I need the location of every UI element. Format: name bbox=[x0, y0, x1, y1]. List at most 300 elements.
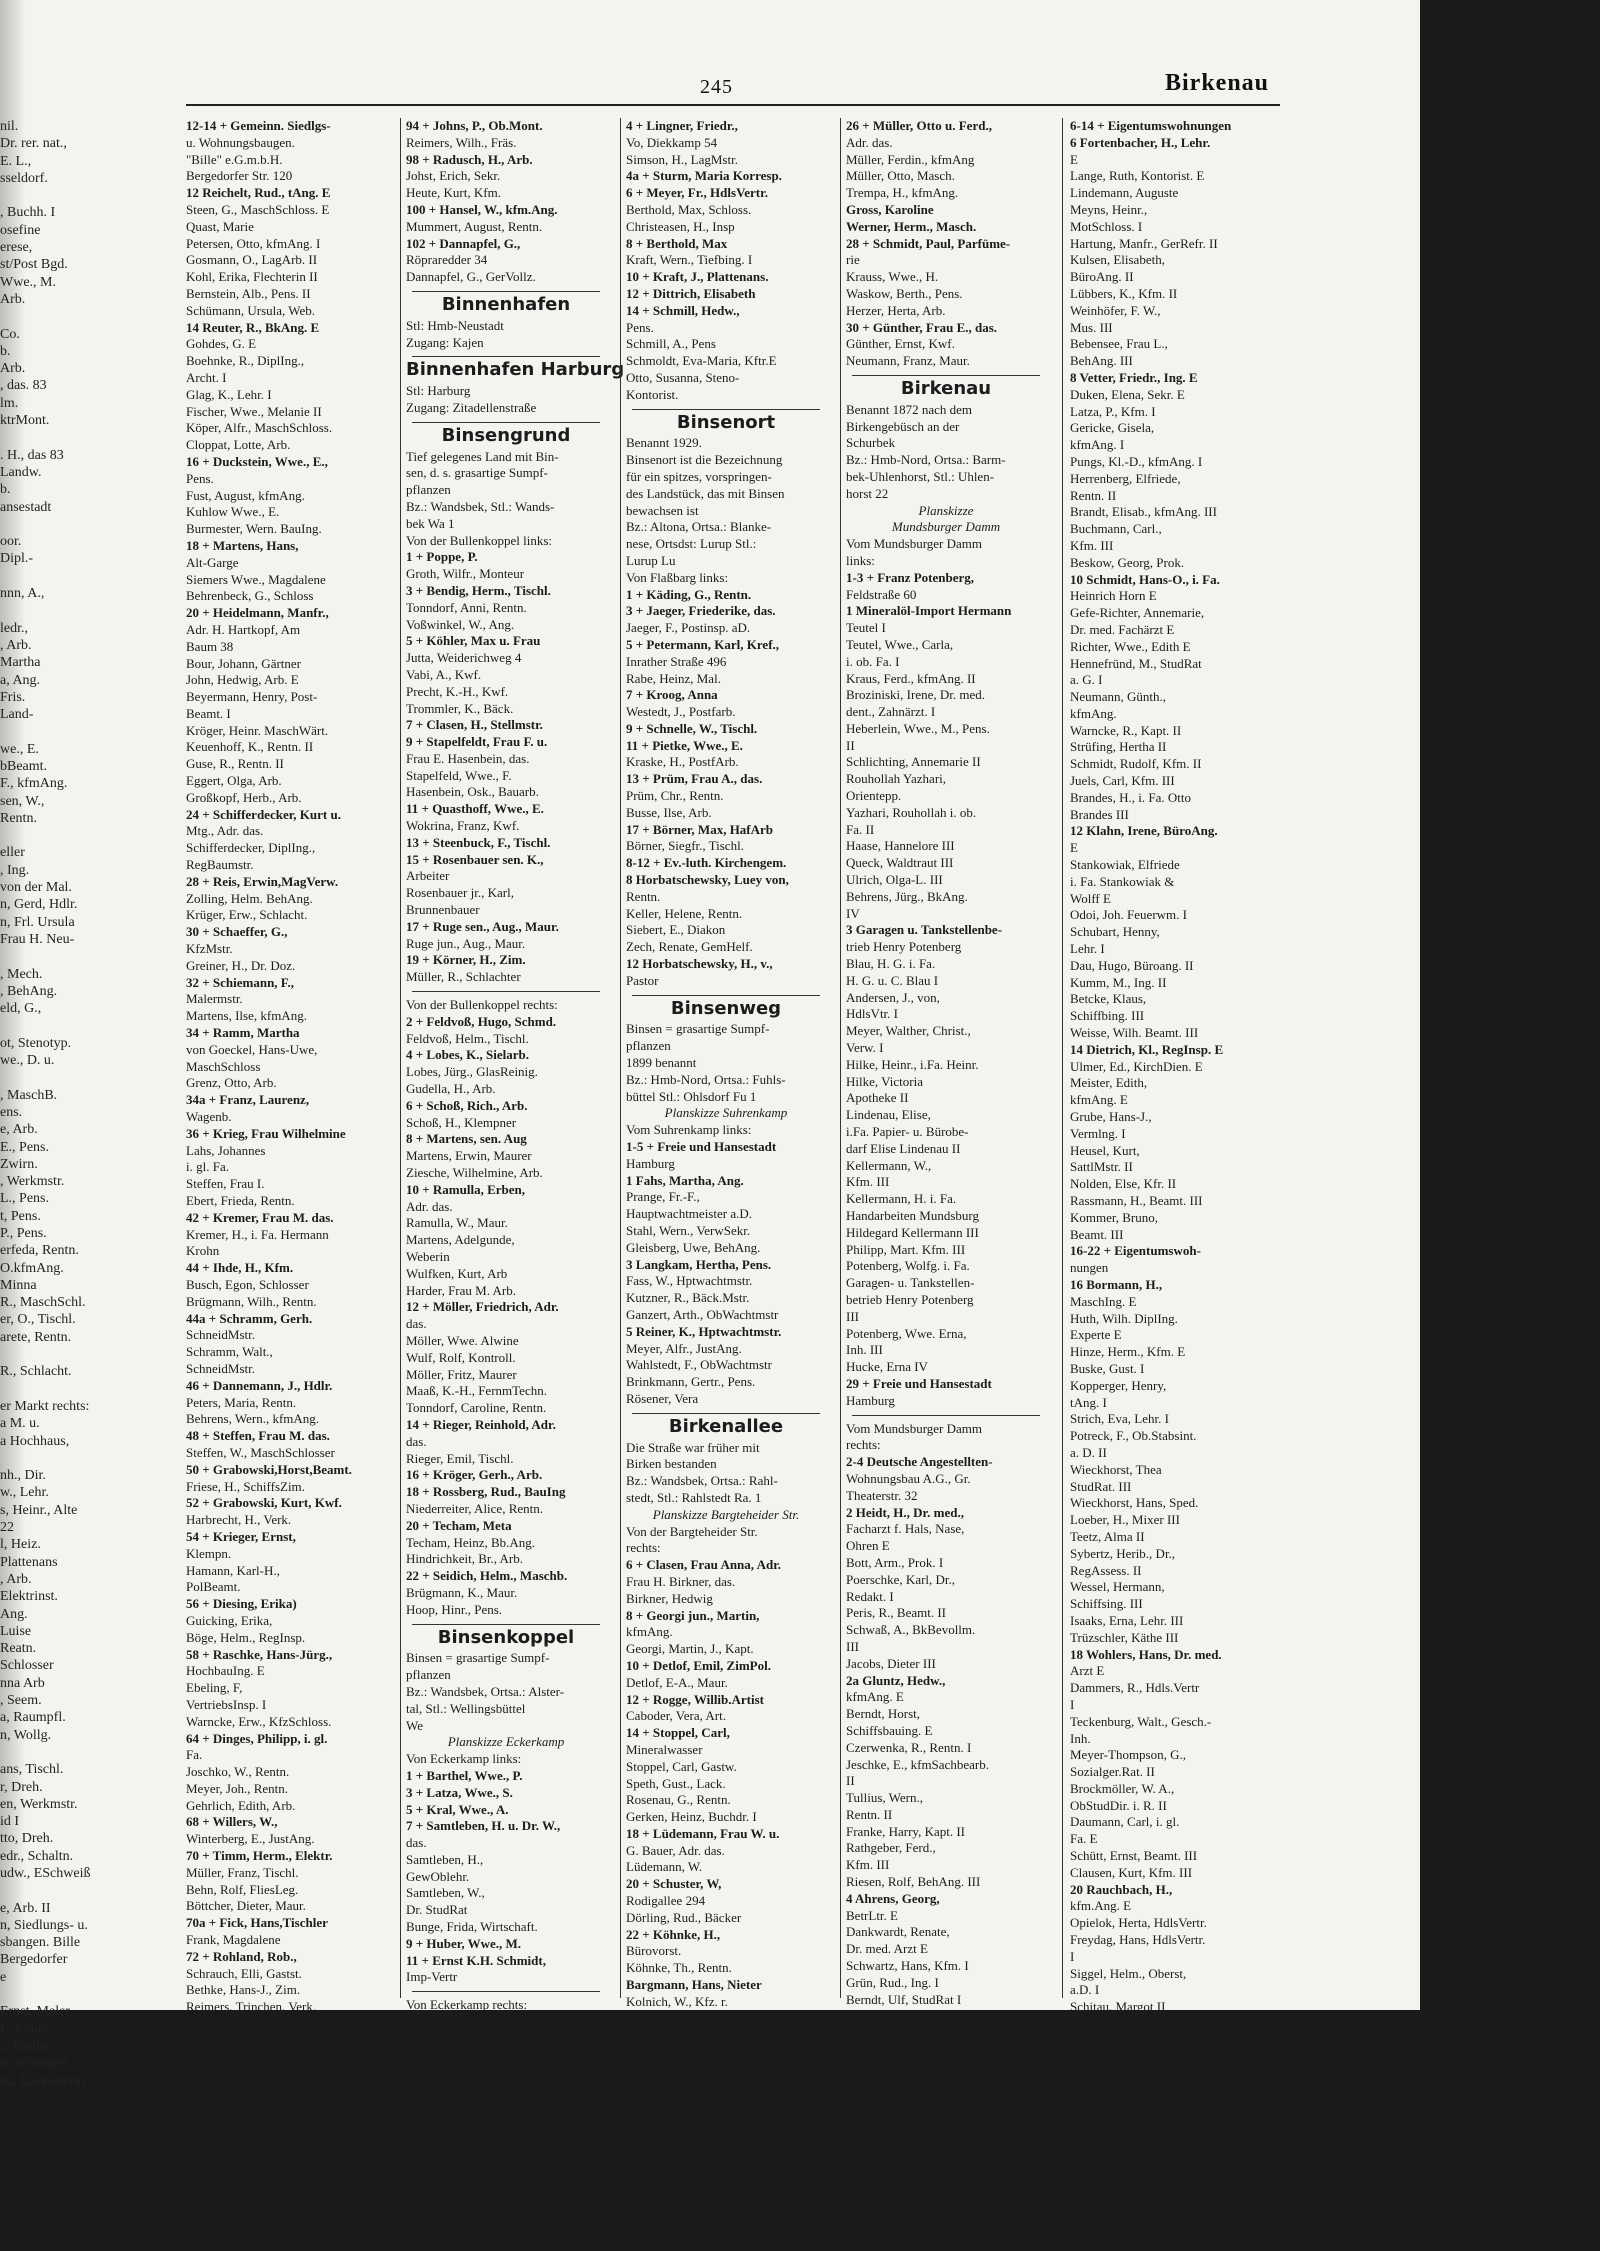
entry-line: Meyer, Joh., Rentn. bbox=[186, 1780, 289, 1796]
entry-line: John, Hedwig, Arb. E bbox=[186, 672, 299, 688]
entry-line: kfmAng. bbox=[1070, 705, 1117, 721]
entry-line: 70a + Fick, Hans,Tischler bbox=[186, 1915, 328, 1931]
entry-line: Meyns, Heinr., bbox=[1070, 201, 1148, 217]
entry-line: 15 + Rosenbauer sen. K., bbox=[406, 851, 544, 867]
fragment-line: I., Rentn. bbox=[0, 2021, 53, 2037]
entry-line: Gefe-Richter, Annemarie, bbox=[1070, 605, 1205, 621]
entry-line: Schramm, Walt., bbox=[186, 1344, 273, 1360]
entry-line: Clausen, Kurt, Kfm. III bbox=[1070, 1864, 1193, 1880]
entry-line: Kraske, H., PostfArb. bbox=[626, 754, 739, 770]
entry-line: Beskow, Georg, Prok. bbox=[1070, 554, 1185, 570]
fragment-line: st/Post Bgd. bbox=[0, 257, 68, 273]
fragment-line: ansestadt bbox=[0, 499, 52, 515]
street-heading: Binsenkoppel bbox=[437, 1626, 575, 1648]
entry-line: MaschIng. E bbox=[1070, 1293, 1137, 1309]
entry-line: II bbox=[846, 1773, 855, 1789]
entry-line: Herzer, Herta, Arb. bbox=[846, 302, 946, 318]
street-heading: Binsengrund bbox=[441, 424, 571, 446]
entry-line: 18 + Lüdemann, Frau W. u. bbox=[626, 1825, 780, 1841]
entry-line: Frau E. Hasenbein, das. bbox=[406, 750, 530, 766]
entry-line: Bz.: Altona, Ortsa.: Blanke- bbox=[626, 519, 772, 535]
fragment-line: b. bbox=[0, 343, 11, 359]
entry-line: Bz.: Hmb-Nord, Ortsa.: Barm- bbox=[846, 452, 1006, 468]
entry-line: Winterberg, E., JustAng. bbox=[186, 1831, 315, 1847]
entry-line: 72 + Rohland, Rob., bbox=[186, 1948, 297, 1964]
entry-line: Trüzschler, Käthe III bbox=[1070, 1629, 1179, 1645]
entry-line: Verw. I bbox=[846, 1040, 884, 1056]
entry-line: Imp-Vertr bbox=[406, 1969, 458, 1985]
entry-line: Potenberg, Wwe. Erna, bbox=[846, 1325, 967, 1341]
entry-line: kfmAng. bbox=[626, 1624, 673, 1640]
entry-line: Jaeger, F., Postinsp. aD. bbox=[626, 620, 751, 636]
entry-line: Jacobs, Dieter III bbox=[846, 1655, 936, 1671]
entry-line: Kfm. III bbox=[846, 1857, 890, 1873]
entry-line: Wagenb. bbox=[186, 1109, 232, 1125]
fragment-line: 22 bbox=[0, 1520, 14, 1536]
entry-line: sen, d. s. grasartige Sumpf- bbox=[406, 465, 548, 481]
entry-line: MaschSchloss bbox=[186, 1058, 261, 1074]
entry-line: Günther, Ernst, Kwf. bbox=[846, 336, 955, 352]
entry-line: Hildegard Kellermann III bbox=[846, 1224, 979, 1240]
entry-line: Johst, Erich, Sekr. bbox=[406, 168, 501, 184]
entry-line: Duken, Elena, Sekr. E bbox=[1070, 386, 1185, 402]
entry-line: Klempn. bbox=[186, 1545, 232, 1561]
entry-line: Rouhollah Yazhari, bbox=[846, 771, 947, 787]
entry-line: Odoi, Joh. Feuerwm. I bbox=[1070, 907, 1187, 923]
entry-line: 18 + Martens, Hans, bbox=[186, 537, 299, 553]
entry-line: Güssefeld, H., Techn. II bbox=[1070, 2016, 1195, 2032]
entry-line: Guse, R., Rentn. II bbox=[186, 756, 284, 772]
fragment-line: n, Gerd, Hdlr. bbox=[0, 897, 78, 913]
fragment-line bbox=[0, 827, 95, 844]
fragment-line: e, Arb. bbox=[0, 1122, 38, 1138]
entry-line: BüroAng. II bbox=[1070, 269, 1134, 285]
entry-line: Dr. StudRat bbox=[406, 1902, 468, 1918]
entry-line: Tief gelegenes Land mit Bin- bbox=[406, 448, 559, 464]
section-rule bbox=[412, 1991, 600, 1992]
fragment-line: , Mech. bbox=[0, 966, 43, 982]
fragment-line: Landw. bbox=[0, 464, 42, 480]
entry-line: 3 + Bendig, Herm., Tischl. bbox=[406, 582, 551, 598]
entry-line: Ebeling, F, bbox=[186, 1680, 243, 1696]
column-1 bbox=[186, 118, 386, 2250]
entry-line: Börner, Siegfr., Tischl. bbox=[626, 838, 744, 854]
entry-line: Bebensee, Frau L., bbox=[1070, 336, 1168, 352]
entry-line: Potenberg, Wolfg. i. Fa. bbox=[846, 1258, 970, 1274]
entry-line: 5 + Petermann, Karl, Kref., bbox=[626, 636, 780, 652]
entry-line: G. Bauer, Adr. das. bbox=[626, 1842, 725, 1858]
entry-line: Schiffsbauing. E bbox=[846, 1722, 933, 1738]
entry-line: 20 Rauchbach, H., bbox=[1070, 1881, 1173, 1897]
entry-line: Eckerlin, Elfriede bbox=[186, 2200, 279, 2216]
entry-line: We bbox=[406, 1717, 423, 1733]
entry-line: Behrenbeck, G., Schloss bbox=[186, 588, 314, 604]
entry-line: Von der Bargteheider Str. bbox=[626, 1523, 758, 1539]
entry-line: 1 + Käding, G., Rentn. bbox=[626, 586, 752, 602]
entry-line: Ruge jun., Aug., Maur. bbox=[406, 935, 526, 951]
entry-line: Speth, Gust., Lack. bbox=[626, 1775, 726, 1791]
entry-line: Bethke, Hans-J., Zim. bbox=[186, 1982, 301, 1998]
entry-line: Voßwinkel, W., Ang. bbox=[406, 616, 515, 632]
entry-line: Ohl, Erna, Schneid. bbox=[186, 2049, 289, 2065]
fragment-line: R., MaschSchl. bbox=[0, 1295, 86, 1311]
fragment-line: L., Pens. bbox=[0, 1191, 49, 1207]
entry-line: i.Fa. Papier- u. Bürobe- bbox=[846, 1124, 969, 1140]
entry-line: Trempa, H., kfmAng. bbox=[846, 185, 959, 201]
entry-line: Betcke, Klaus, bbox=[1070, 991, 1147, 1007]
fragment-line: Plattenans bbox=[0, 1554, 58, 1570]
entry-line: III bbox=[846, 1638, 859, 1654]
entry-line: Fa. II bbox=[846, 821, 875, 837]
fragment-line: nil. bbox=[0, 119, 19, 134]
entry-line: 28 + Reis, Erwin,MagVerw. bbox=[186, 873, 339, 889]
column-2 bbox=[406, 118, 625, 2063]
entry-line: a. D. II bbox=[1070, 1444, 1107, 1460]
entry-line: 1 Mineralöl-Import Hermann bbox=[846, 603, 1012, 619]
entry-line: 58 + Raschke, Hans-Jürg., bbox=[186, 1646, 333, 1662]
entry-line: Fischer, Wwe., Melanie II bbox=[186, 403, 322, 419]
entry-line: Schoß, H., Klempner bbox=[406, 1114, 517, 1130]
entry-line: Busse, Ilse, Arb. bbox=[626, 804, 712, 820]
entry-line: Quast, Marie bbox=[186, 218, 254, 234]
entry-line: Kulsen, Elisabeth, bbox=[1070, 252, 1165, 268]
entry-line: Fa. bbox=[186, 1747, 203, 1763]
entry-line: Kfm. III bbox=[846, 1174, 890, 1190]
fragment-line: ans, Tischl. bbox=[0, 1762, 64, 1778]
entry-line: Brügmann, Wilh., Rentn. bbox=[186, 1293, 317, 1309]
entry-line: 94 + Johns, P., Ob.Mont. bbox=[406, 118, 543, 133]
entry-line: Friese, H., SchiffsZim. bbox=[186, 1478, 305, 1494]
entry-line: Keuenhoff, K., Rentn. II bbox=[186, 739, 314, 755]
entry-line: Lindenau, Elise, bbox=[846, 1107, 931, 1123]
entry-line: 8 Horbatschewsky, Luey von, bbox=[626, 872, 789, 888]
entry-line: Müller, Franz, Tischl. bbox=[186, 1864, 299, 1880]
entry-line: Kuhlow Wwe., E. bbox=[186, 504, 280, 520]
entry-line: Ohl, H.-H., Bauer, bbox=[186, 2032, 282, 2048]
entry-line: rechts: bbox=[846, 1437, 881, 1453]
entry-line: Ang. III bbox=[846, 2126, 888, 2142]
entry-line: Müller, Ferdin., kfmAng bbox=[846, 151, 975, 167]
entry-line: Neuner, Eug., Bankbevollm. bbox=[846, 2008, 995, 2024]
fragment-line: w., Lehr. bbox=[0, 1485, 49, 1501]
fragment-line bbox=[0, 568, 95, 585]
entry-line: Barta, Gunnar, Mech. bbox=[186, 2234, 299, 2250]
entry-line: 14 Reuter, R., BkAng. E bbox=[186, 319, 320, 335]
entry-line: E bbox=[1070, 840, 1078, 856]
entry-line: Rodigallee 294 bbox=[626, 1893, 706, 1909]
entry-line: i. ob. Fa. I bbox=[846, 653, 900, 669]
entry-line: i. Fa. Stankowiak & bbox=[1070, 873, 1175, 889]
entry-line: 2 Heidt, H., Dr. med., bbox=[846, 1504, 964, 1520]
entry-line: Weisse, Wilh. Beamt. III bbox=[1070, 1025, 1199, 1041]
entry-line: Ohren E bbox=[846, 1538, 890, 1554]
entry-line: links: bbox=[846, 552, 875, 568]
fragment-line: e bbox=[0, 1969, 7, 1985]
entry-line: Dr. med. Arzt E bbox=[846, 1941, 928, 1957]
entry-line: Potreck, F., Ob.Stabsint. bbox=[1070, 1428, 1197, 1444]
column-divider bbox=[400, 118, 401, 1998]
entry-line: 9 + Stapelfeldt, Frau F. u. bbox=[406, 734, 548, 750]
entry-line: Behrens, Jürg., BkAng. bbox=[846, 888, 968, 904]
entry-line: Lahs, Johannes bbox=[186, 1142, 266, 1158]
entry-line: Kontorist. bbox=[626, 386, 679, 402]
fragment-line: erfeda, Rentn. bbox=[0, 1243, 79, 1259]
entry-line: Pens. bbox=[186, 470, 214, 486]
fragment-line: . H., das 83 bbox=[0, 447, 64, 463]
entry-line: Prüm, Chr., Rentn. bbox=[626, 788, 724, 804]
fragment-line: sseldorf. bbox=[0, 170, 48, 186]
entry-line: Theaterstr. 32 bbox=[846, 1487, 918, 1503]
entry-line: pflanzen bbox=[406, 1667, 451, 1683]
entry-line: 10 Schmidt, Hans-O., i. Fa. bbox=[1070, 571, 1220, 587]
entry-line: Adr. das. bbox=[406, 1198, 453, 1214]
entry-line: Kellermann, H. i. Fa. bbox=[846, 1191, 957, 1207]
entry-line: Philipp, Mart. Kfm. III bbox=[846, 1241, 966, 1257]
entry-line: Böttcher, Dieter, Maur. bbox=[186, 1898, 306, 1914]
entry-line: Lüdemann, W. bbox=[626, 1859, 703, 1875]
fragment-line: oor. bbox=[0, 534, 22, 550]
entry-line: Gohdes, G. E bbox=[186, 336, 257, 352]
entry-line: E bbox=[1070, 151, 1078, 167]
entry-line: Reimers, Trinchen, Verk. bbox=[186, 1999, 317, 2015]
entry-line: Boehnke, R., DiplIng., bbox=[186, 353, 305, 369]
fragment-line bbox=[0, 1744, 95, 1761]
entry-line: 7 + Clasen, H., Stellmstr. bbox=[406, 717, 543, 733]
entry-line: 16-22 + Eigentumswoh- bbox=[1070, 1243, 1201, 1259]
entry-line: 14 Dietrich, Kl., RegInsp. E bbox=[1070, 1041, 1224, 1057]
entry-line: a. G. I bbox=[1070, 672, 1103, 688]
entry-line: 4 Ahrens, Georg, bbox=[846, 1890, 940, 1906]
fragment-line: , Arb. bbox=[0, 1571, 32, 1587]
entry-line: 6 + Meyer, Fr., HdlsVertr. bbox=[626, 185, 768, 201]
entry-line: Benannt 1929. bbox=[626, 435, 702, 451]
entry-line: Schmidt, Rudolf, Kfm. II bbox=[1070, 756, 1202, 772]
entry-line: 11 + Pietke, Wwe., E. bbox=[626, 737, 743, 753]
entry-line: Bunge, Frida, Wirtschaft. bbox=[406, 1919, 538, 1935]
entry-line: Bürovorst. bbox=[626, 1943, 682, 1959]
fragment-line: von der Mal. bbox=[0, 880, 72, 896]
entry-line: Kröger, Heinr. MaschWärt. bbox=[186, 722, 329, 738]
entry-line: Rabe, Heinz, Mal. bbox=[626, 670, 721, 686]
entry-line: II bbox=[846, 2025, 855, 2041]
entry-line: Georgi, Martin, J., Kapt. bbox=[626, 1641, 754, 1657]
entry-line: 30 + Schaeffer, G., bbox=[186, 924, 288, 940]
entry-line: Bz.: Hmb-Nord, Ortsa.: Fuhls- bbox=[626, 1071, 786, 1087]
entry-line: Schrauch, Elli, Gastst. bbox=[186, 1965, 302, 1981]
entry-line: Wolter, Luise, Stütze bbox=[186, 2116, 295, 2132]
section-rule bbox=[412, 356, 600, 357]
fragment-line: Luise bbox=[0, 1623, 32, 1639]
fragment-line: , MaschB. bbox=[0, 1087, 58, 1103]
entry-line: 12 + Rogge, Willib.Artist bbox=[626, 1691, 765, 1707]
entry-line: Mtg., Adr. das. bbox=[186, 823, 264, 839]
entry-line: Hoffmann, Lydia, kfm. bbox=[846, 2109, 966, 2125]
entry-line: 14 + Stoppel, Carl, bbox=[626, 1725, 730, 1741]
entry-line: Huth, Wilh. DiplIng. bbox=[1070, 1310, 1178, 1326]
entry-line: Berndt, Ulf, StudRat I bbox=[846, 1991, 962, 2007]
column-5 bbox=[1070, 118, 1270, 2132]
fragment-line: O.kfmAng. bbox=[0, 1260, 64, 1276]
entry-line: BetrLtr. E bbox=[846, 1907, 898, 1923]
entry-line: Gerken, Heinz, Buchdr. I bbox=[626, 1809, 757, 1825]
entry-line: kfmAng. II bbox=[846, 2058, 905, 2074]
entry-line: Wolff E bbox=[1070, 890, 1111, 906]
entry-line: 16 + Duckstein, Wwe., E., bbox=[186, 453, 328, 469]
entry-line: Christeasen, H., Insp bbox=[626, 218, 735, 234]
entry-line: Bz.: Wandsbek, Ortsa.: Alster- bbox=[406, 1683, 565, 1699]
entry-line: Köhnke, Th., Rentn. bbox=[626, 1960, 732, 1976]
entry-line: 100 + Hansel, W., kfm.Ang. bbox=[406, 201, 558, 217]
entry-line: darf Elise Lindenau II bbox=[846, 1140, 961, 1156]
entry-line: Neumann, Franz, Maur. bbox=[846, 353, 970, 369]
entry-line: Gericke, Gisela, bbox=[1070, 420, 1155, 436]
entry-line: Strüfing, Hertha II bbox=[1070, 739, 1167, 755]
entry-line: Rentn. II bbox=[846, 1806, 893, 1822]
entry-line: Kfm. III bbox=[1070, 537, 1114, 553]
column-divider bbox=[620, 118, 621, 1998]
entry-line: 1-5 + Freie und Hansestadt bbox=[626, 1139, 777, 1155]
entry-line: Binsenort ist die Bezeichnung bbox=[626, 452, 783, 468]
entry-line: 46 + Dannemann, J., Hdlr. bbox=[186, 1377, 333, 1393]
entry-line: Hartung, Manfr., GerRefr. II bbox=[1070, 235, 1218, 251]
entry-line: BehAng. III bbox=[1070, 353, 1133, 369]
entry-line: 8 + Berthold, Max bbox=[626, 235, 728, 251]
fragment-line: n, Frl. Ursula bbox=[0, 914, 75, 930]
entry-line: Planskizze Bargteheider Str. bbox=[652, 1506, 800, 1522]
entry-line: Schurbek bbox=[846, 435, 896, 451]
entry-line: 12 + Dittrich, Elisabeth bbox=[626, 285, 756, 301]
fragment-line: Fris. bbox=[0, 689, 26, 705]
entry-line: Ulmer, Ed., KirchDien. E bbox=[1070, 1058, 1203, 1074]
entry-line: Schmoldt, Eva-Maria, Kftr.E bbox=[626, 353, 777, 369]
entry-line: horst 22 bbox=[846, 485, 889, 501]
entry-line: Simson, H., LagMstr. bbox=[626, 151, 738, 167]
entry-line: GewerkschSekr. III bbox=[846, 2092, 948, 2108]
entry-line: Bour, Johann, Gärtner bbox=[186, 655, 302, 671]
entry-line: Kraus, Ferd., kfmAng. II bbox=[846, 670, 976, 686]
entry-line: Zugang: Kajen bbox=[406, 334, 484, 350]
entry-line: Andersen, J., von, bbox=[846, 989, 940, 1005]
entry-line: Mineralwasser bbox=[626, 1741, 703, 1757]
entry-line: Krohn bbox=[186, 1243, 220, 1259]
fragment-line bbox=[0, 602, 95, 619]
entry-line: Rentn. III bbox=[1070, 2116, 1121, 2132]
entry-line: 10 + Detlof, Emil, ZimPol. bbox=[626, 1657, 771, 1673]
entry-line: Neumann, Günth., bbox=[1070, 689, 1167, 705]
section-rule bbox=[632, 409, 820, 410]
entry-line: Heinrich Horn E bbox=[1070, 588, 1157, 604]
entry-line: Ramulla, W., Maur. bbox=[406, 1215, 508, 1231]
entry-line: Planskizze Eckerkamp bbox=[447, 1734, 565, 1750]
entry-line: 16 Bormann, H., bbox=[1070, 1276, 1163, 1292]
entry-line: Juels, Carl, Kfm. III bbox=[1070, 773, 1175, 789]
entry-line: Martens, Erwin, Maurer bbox=[406, 1148, 532, 1164]
entry-line: trieb Henry Potenberg bbox=[846, 939, 962, 955]
entry-line: Rathgeber, Ferd., bbox=[846, 1840, 936, 1856]
fragment-line bbox=[0, 308, 95, 325]
entry-line: bek Wa 1 bbox=[406, 515, 455, 531]
entry-line: Stahl, Wern., VerwSekr. bbox=[626, 1223, 751, 1238]
entry-line: Orientepp. bbox=[846, 788, 902, 804]
entry-line: Vabi, A., Kwf. bbox=[406, 666, 482, 682]
entry-line: SattlMstr. II bbox=[1070, 1159, 1133, 1175]
fragment-line: id I bbox=[0, 1814, 20, 1830]
entry-line: 34 + Ramm, Martha bbox=[186, 1025, 300, 1041]
fragment-line: s, Heinr., Alte bbox=[0, 1502, 78, 1518]
entry-line: Brandes, H., i. Fa. Otto bbox=[1070, 789, 1191, 805]
section-rule bbox=[852, 1415, 1040, 1416]
fragment-line: er, O., Tischl. bbox=[0, 1312, 76, 1328]
entry-line: Frau H. Birkner, das. bbox=[626, 1573, 736, 1589]
entry-line: 30 + Günther, Frau E., das. bbox=[846, 319, 998, 335]
entry-line: Prange, Fr.-F., bbox=[626, 1189, 700, 1205]
entry-line: Stehr, Frau Paula bbox=[1070, 2100, 1160, 2116]
fragment-line: erese, bbox=[0, 240, 33, 256]
entry-line: Joschko, W., Rentn. bbox=[186, 1764, 290, 1780]
entry-line: 2 + Feldvoß, Hugo, Schmd. bbox=[406, 1013, 557, 1029]
entry-line: Teetz, Alma II bbox=[1070, 1528, 1145, 1544]
entry-line: Czerwenka, R., Rentn. I bbox=[846, 1739, 972, 1755]
entry-line: Hamburg bbox=[846, 1392, 895, 1408]
entry-line: Lehr. I bbox=[1070, 941, 1105, 957]
entry-line: 5 + Kral, Wwe., A. bbox=[406, 1801, 509, 1817]
entry-line: u. Wohnungsbaugen. bbox=[186, 134, 295, 150]
fragment-line: E. L., bbox=[0, 153, 32, 169]
entry-line: 6 + Clasen, Frau Anna, Adr. bbox=[626, 1557, 782, 1573]
entry-line: Techam, Heinz, Bb.Ang. bbox=[406, 1534, 536, 1550]
entry-line: Hindrichkeit, Br., Arb. bbox=[406, 1551, 523, 1567]
entry-line: Siebert, E., Diakon bbox=[626, 922, 726, 938]
entry-line: Guicking, Erika, bbox=[186, 1612, 273, 1628]
header-rule bbox=[186, 104, 1280, 106]
entry-line: 42 + Kremer, Frau M. das. bbox=[186, 1209, 334, 1225]
fragment-line: arete, Rentn. bbox=[0, 1329, 72, 1345]
fragment-line: b. bbox=[0, 482, 11, 498]
entry-line: Kommer, Bruno, bbox=[1070, 1209, 1158, 1225]
entry-line: 12 Reichelt, Rud., tAng. E bbox=[186, 185, 331, 201]
entry-line: Kinderpfleg. III bbox=[1070, 2066, 1153, 2082]
entry-line: Rosenau, G., Rentn. bbox=[626, 1792, 731, 1808]
entry-line: 12 Horbatschewsky, H., v., bbox=[626, 956, 773, 972]
entry-line: Wahlstedt, F., ObWachtmstr bbox=[626, 1357, 772, 1373]
entry-line: Harbrecht, H., Verk. bbox=[186, 1512, 292, 1528]
entry-line: Brandes III bbox=[1070, 806, 1129, 822]
entry-line: Ulrich, Olga-L. III bbox=[846, 872, 943, 888]
fragment-line: s, Emilie bbox=[0, 2038, 50, 2054]
entry-line: Harder, Frau M. Arb. bbox=[406, 1282, 516, 1298]
entry-line: Stl: Harburg bbox=[406, 383, 471, 399]
entry-line: 4a + Sturm, Maria Korresp. bbox=[626, 168, 782, 184]
entry-line: Martens, Adelgunde, bbox=[406, 1232, 515, 1248]
entry-line: II bbox=[846, 737, 855, 753]
fragment-line: Frau H. Neu- bbox=[0, 931, 75, 947]
entry-line: Vo, Diekkamp 54 bbox=[626, 134, 718, 150]
entry-line: 64 + Dinges, Philipp, i. gl. bbox=[186, 1730, 328, 1746]
fragment-line: a, Ang. bbox=[0, 672, 41, 688]
entry-line: Burmester, Wern. BauIng. bbox=[186, 521, 322, 537]
entry-line: Queck, Waldtraut III bbox=[846, 855, 954, 871]
entry-line: Weinhöfer, F. W., bbox=[1070, 302, 1161, 318]
entry-line: Müller, R., Schlachter bbox=[406, 969, 521, 985]
entry-line: Feldstraße 60 bbox=[846, 586, 917, 602]
entry-line: SchneidMstr. bbox=[186, 1360, 255, 1376]
entry-line: Latza, P., Kfm. I bbox=[1070, 403, 1156, 419]
entry-line: pflanzen bbox=[406, 482, 451, 498]
entry-line: i. gl. Fa. bbox=[186, 1159, 229, 1175]
entry-line: Lange, Ruth, Kontorist. E bbox=[1070, 168, 1205, 184]
entry-line: Nolden, Else, Kfr. II bbox=[1070, 1176, 1177, 1192]
entry-line: Steffen, W., MaschSchlosser bbox=[186, 1444, 335, 1460]
